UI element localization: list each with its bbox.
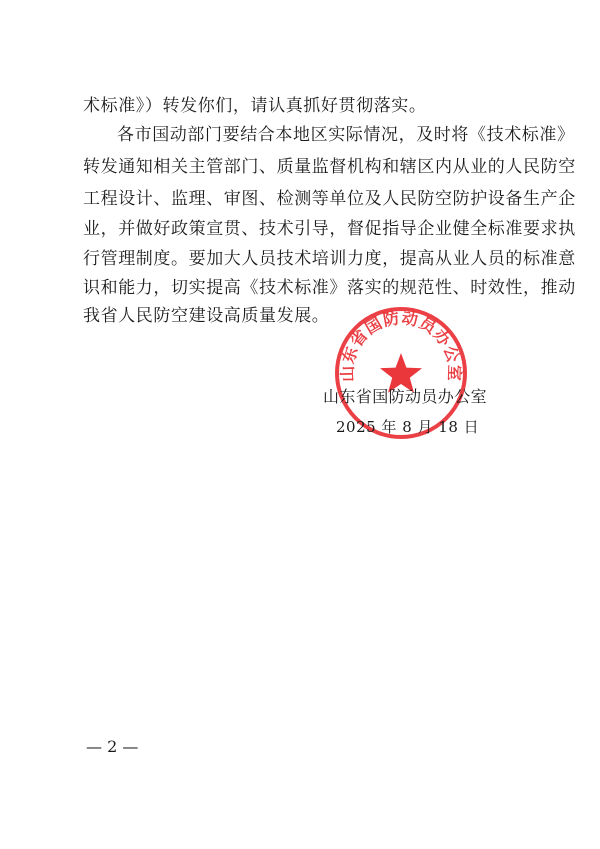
body-line-8: 我省人民防空建设高质量发展。: [83, 306, 330, 326]
body-line-1: 术标准》）转发你们，请认真抓好贯彻落实。: [83, 96, 427, 116]
body-line-6: 行管理制度。要加大人员技术培训力度，提高从业人员的标准意: [83, 249, 576, 269]
seal-text: 山东省国防动员办公室: [337, 308, 465, 383]
body-line-4: 工程设计、监理、审图、检测等单位及人民防空防护设备生产企: [83, 189, 576, 209]
body-line-2: 各市国动部门要结合本地区实际情况，及时将《技术标准》: [117, 125, 575, 145]
body-line-7: 识和能力，切实提高《技术标准》落实的规范性、时效性，推动: [83, 278, 576, 298]
signer-organization: 山东省国防动员办公室: [323, 387, 488, 406]
body-line-5: 业，并做好政策宣贯、技术引导，督促指导企业健全标准要求执: [83, 219, 576, 239]
document-date: 2025 年 8 月 18 日: [336, 418, 480, 436]
body-line-3: 转发通知相关主管部门、质量监督机构和辖区内从业的人民防空: [83, 157, 576, 177]
page-number: — 2 —: [86, 737, 139, 756]
